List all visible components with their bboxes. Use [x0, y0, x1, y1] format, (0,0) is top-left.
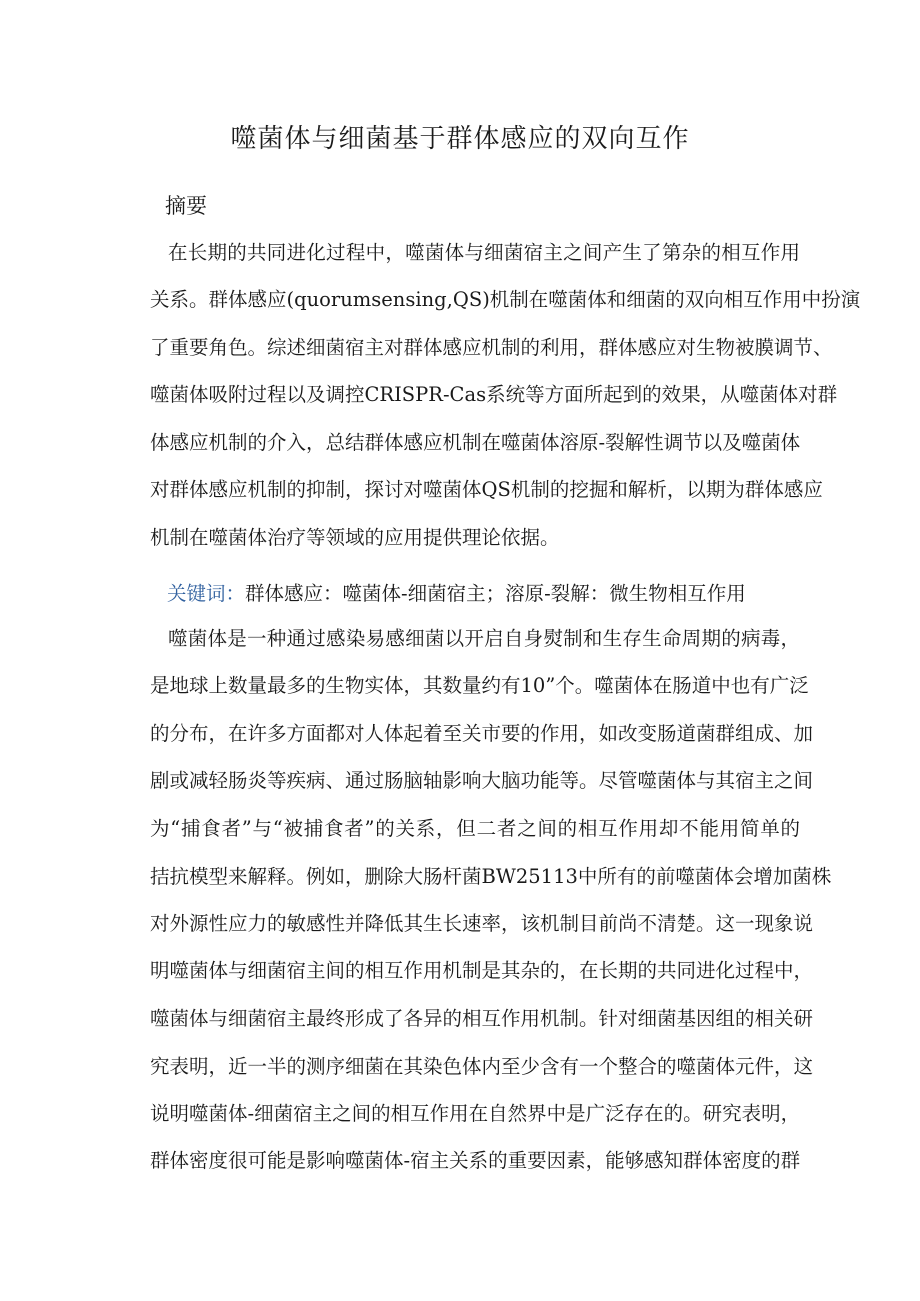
body-line: 拮抗模型来解释。例如，删除大肠杆菌BW25113中所有的前噬菌体会增加菌株 — [150, 865, 832, 888]
body-line: 是地球上数量最多的生物实体，其数量约有10”个。噬菌体在肠道中也有广泛 — [150, 674, 809, 697]
keywords — [167, 578, 746, 606]
body-line: 为“捕食者”与“被捕食者”的关系，但二者之间的相互作用却不能用简单的 — [150, 817, 800, 840]
body-line: 噬菌体是一种通过感染易感细菌以开启自身熨制和生存生命周期的病毒， — [168, 627, 800, 650]
keywords-label: 关键词： — [167, 582, 246, 605]
abstract-line: 了重要角色。综述细菌宿主对群体感应机制的利用，群体感应对生物被膜调节、 — [150, 336, 833, 359]
abstract-heading: 摘要 — [165, 194, 207, 218]
abstract-line: 体感应机制的介入，总结群体感应机制在噬菌体溶原-裂解性调节以及噬菌体 — [150, 431, 801, 454]
body-line: 的分布，在许多方面都对人体起着至关市要的作用，如改变肠道菌群组成、加 — [150, 722, 814, 745]
abstract-line: 噬菌体吸附过程以及调控CRISPR-Cas系统等方面所起到的效果，从噬菌体对群 — [150, 383, 838, 406]
abstract-line: 机制在噬菌体治疗等领域的应用提供理论依据。 — [150, 526, 560, 549]
abstract-line: 关系。群体感应(quorumsensing,QS)机制在噬菌体和细菌的双向相互作用中扮演 — [150, 288, 861, 311]
body-line: 噬菌体与细菌宿主最终形成了各异的相互作用机制。针对细菌基因组的相关研 — [150, 1007, 814, 1030]
abstract-line: 在长期的共同进化过程中，噬菌体与细菌宿主之间产生了第杂的相互作用 — [168, 241, 800, 264]
body-line: 群体密度很可能是影响噬菌体-宿主关系的重要因素，能够感知群体密度的群 — [150, 1149, 801, 1172]
document-title: 噬菌体与细菌基于群体感应的双向互作 — [230, 124, 690, 154]
body-line: 剧或减轻肠炎等疾病、通过肠脑轴影响大脑功能等。尽管噬菌体与其宿主之间 — [150, 769, 814, 792]
body-line: 说明噬菌体-细菌宿主之间的相互作用在自然界中是广泛存在的。研究表明， — [150, 1102, 801, 1125]
keywords-text: 群体感应：噬菌体-细菌宿主；溶原-裂解：微生物相互作用 — [245, 582, 746, 605]
abstract-line: 对群体感应机制的抑制，探讨对噬菌体QS机制的挖掘和解析，以期为群体感应 — [150, 478, 823, 501]
body-line: 明噬菌体与细菌宿主间的相互作用机制是其杂的，在长期的共同进化过程中， — [150, 959, 814, 982]
body-line: 究表明，近一半的测序细菌在其染色体内至少含有一个整合的噬菌体元件，这 — [150, 1055, 814, 1078]
body-line: 对外源性应力的敏感性并降低其生长速率，该机制目前尚不清楚。这一现象说 — [150, 912, 814, 935]
